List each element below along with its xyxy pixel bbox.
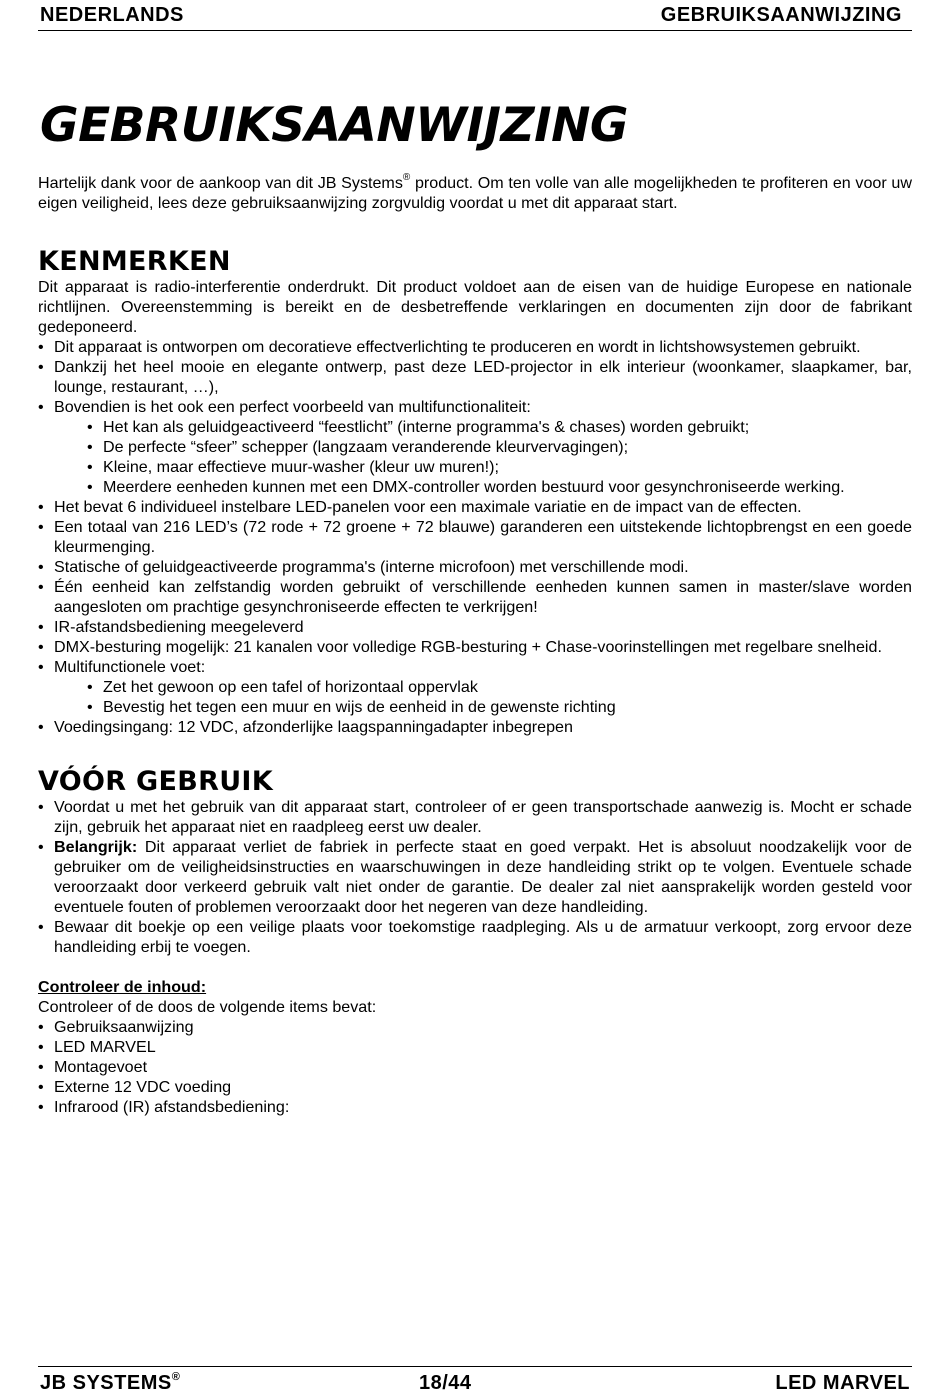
list-item bbox=[38, 637, 912, 657]
registered-mark: ® bbox=[402, 172, 411, 183]
list-item-text: Infrarood (IR) afstandsbediening: bbox=[54, 1098, 290, 1116]
list-item-text: Voedingsingang: 12 VDC, afzonderlijke laagspanningadapter inbegrepen bbox=[54, 718, 573, 736]
bullet-icon: • bbox=[87, 458, 93, 476]
bullet-icon: • bbox=[38, 1018, 44, 1036]
bullet-icon: • bbox=[38, 718, 44, 736]
bullet-icon: • bbox=[38, 638, 44, 656]
contents-list bbox=[38, 1017, 912, 1117]
sub-list-item bbox=[87, 417, 912, 437]
list-item-text: Kleine, maar effectieve muur-washer (kleur uw muren!); bbox=[103, 458, 499, 476]
page-header bbox=[38, 2, 912, 31]
contents-check-title: Controleer de inhoud: bbox=[38, 978, 207, 996]
multifunction-sublist bbox=[87, 417, 912, 497]
bullet-icon: • bbox=[38, 1058, 44, 1076]
footer-registered-mark: ® bbox=[171, 1371, 181, 1383]
list-item bbox=[38, 1077, 912, 1097]
bullet-icon: • bbox=[38, 658, 44, 676]
list-item bbox=[38, 497, 912, 517]
list-item-text: Één eenheid kan zelfstandig worden gebruikt of verschillende eenheden kunnen samen in master/slave worden aangesloten om prachtige gesynchroniseerde effecten te verkrijgen! bbox=[54, 578, 912, 616]
list-item bbox=[38, 517, 912, 557]
list-item bbox=[38, 717, 912, 737]
sub-list-item bbox=[87, 677, 912, 697]
section-heading-voor-gebruik: VÓÓR GEBRUIK bbox=[38, 766, 273, 797]
section-heading-kenmerken: KENMERKEN bbox=[38, 246, 231, 277]
bullet-icon: • bbox=[38, 1038, 44, 1056]
list-item-text: Dit apparaat is ontworpen om decoratieve effectverlichting te produceren en wordt in lichtshowsystemen gebruikt. bbox=[54, 338, 861, 356]
kenmerken-paragraph: Dit apparaat is radio-interferentie onderdrukt. Dit product voldoet aan de eisen van de huidige Europese en nationale richtlijnen. Overeenstemming is bereikt en de desbetreffende verklaringen en documenten zijn door de fabrikant gedeponeerd. bbox=[38, 278, 912, 336]
footer-product-name: LED MARVEL bbox=[775, 1372, 910, 1394]
page-footer bbox=[38, 1366, 912, 1397]
list-item bbox=[38, 397, 912, 417]
list-item bbox=[38, 1097, 912, 1117]
kenmerken-list-continued bbox=[38, 497, 912, 677]
list-item-text: IR-afstandsbediening meegeleverd bbox=[54, 618, 304, 636]
kenmerken-list bbox=[38, 337, 912, 417]
bullet-icon: • bbox=[87, 478, 93, 496]
list-item-text: Montagevoet bbox=[54, 1058, 148, 1076]
bullet-icon: • bbox=[38, 338, 44, 356]
list-item-text: Multifunctionele voet: bbox=[54, 658, 206, 676]
bullet-icon: • bbox=[87, 438, 93, 456]
bullet-icon: • bbox=[38, 578, 44, 596]
list-item bbox=[38, 917, 912, 957]
page-number: 18/44 bbox=[419, 1372, 472, 1394]
list-item bbox=[38, 337, 912, 357]
voor-gebruik-list bbox=[38, 797, 912, 957]
bullet-icon: • bbox=[87, 698, 93, 716]
footer-brand bbox=[40, 1372, 180, 1395]
bullet-icon: • bbox=[38, 1078, 44, 1096]
list-item-text: Meerdere eenheden kunnen met een DMX-controller worden bestuurd voor gesynchroniseerde werking. bbox=[103, 478, 845, 496]
list-item-text: Een totaal van 216 LED’s (72 rode + 72 groene + 72 blauwe) garanderen een uitstekende lichtopbrengst en een goede kleurmenging. bbox=[54, 518, 912, 556]
bullet-icon: • bbox=[38, 518, 44, 536]
bullet-icon: • bbox=[38, 798, 44, 816]
list-item bbox=[38, 797, 912, 837]
sub-list-item bbox=[87, 437, 912, 457]
list-item bbox=[38, 837, 912, 917]
document-body bbox=[38, 173, 912, 1117]
bullet-icon: • bbox=[38, 918, 44, 936]
sub-list-item bbox=[87, 457, 912, 477]
bullet-icon: • bbox=[38, 558, 44, 576]
list-item bbox=[38, 1057, 912, 1077]
list-item-text: Dankzij het heel mooie en elegante ontwerp, past deze LED-projector in elk interieur (woonkamer, slaapkamer, bar, lounge, restaurant, …), bbox=[54, 358, 912, 396]
sub-list-item bbox=[87, 477, 912, 497]
bullet-icon: • bbox=[38, 618, 44, 636]
contents-check-intro: Controleer of de doos de volgende items bevat: bbox=[38, 998, 377, 1016]
bullet-icon: • bbox=[87, 678, 93, 696]
list-item-text: Gebruiksaanwijzing bbox=[54, 1018, 194, 1036]
intro-text-after: product. Om ten volle van alle mogelijkheden te profiteren en voor uw eigen veiligheid, lees deze gebruiksaanwijzing zorgvuldig voordat u met dit apparaat start. bbox=[38, 174, 912, 212]
header-section: GEBRUIKSAANWIJZING bbox=[660, 4, 902, 26]
list-item-text: Zet het gewoon op een tafel of horizontaal oppervlak bbox=[103, 678, 478, 696]
list-item-text: Statische of geluidgeactiveerde programma's (interne microfoon) met verschillende modi. bbox=[54, 558, 689, 576]
list-item bbox=[38, 357, 912, 397]
list-item bbox=[38, 1017, 912, 1037]
list-item-text: Bovendien is het ook een perfect voorbeeld van multifunctionaliteit: bbox=[54, 398, 531, 416]
bullet-icon: • bbox=[38, 498, 44, 516]
list-item bbox=[38, 557, 912, 577]
list-item-text: LED MARVEL bbox=[54, 1038, 156, 1056]
list-item-text: Voordat u met het gebruik van dit apparaat start, controleer of er geen transportschade aanwezig is. Mocht er schade zijn, gebruik het apparaat niet en raadpleeg eerst uw dealer. bbox=[54, 798, 912, 836]
list-item-text: DMX-besturing mogelijk: 21 kanalen voor volledige RGB-besturing + Chase-voorinstellingen met regelbare snelheid. bbox=[54, 638, 882, 656]
important-label: Belangrijk: bbox=[54, 838, 138, 856]
list-item-text: Dit apparaat verliet de fabriek in perfecte staat en goed verpakt. Het is absoluut noodzakelijk voor de gebruiker om de veiligheidsinstructies en waarschuwingen in deze handleiding strikt op te volgen. Eventuele schade veroorzaakt door verkeerd gebruik valt niet onder de garantie. De dealer zal niet aansprakelijk worden gesteld voor eventuele fouten of problemen veroorzaakt door het negeren van deze handleiding. bbox=[54, 838, 912, 916]
bullet-icon: • bbox=[38, 838, 44, 856]
list-item-text: Bevestig het tegen een muur en wijs de eenheid in de gewenste richting bbox=[103, 698, 616, 716]
list-item-text: De perfecte “sfeer” schepper (langzaam veranderende kleurvervagingen); bbox=[103, 438, 629, 456]
manual-page bbox=[38, 0, 912, 1397]
sub-list-item bbox=[87, 697, 912, 717]
list-item-text: Bewaar dit boekje op een veilige plaats voor toekomstige raadpleging. Als u de armatuur verkoopt, zorg ervoor deze handleiding erbij te voegen. bbox=[54, 918, 912, 956]
list-item bbox=[38, 1037, 912, 1057]
bullet-icon: • bbox=[38, 1098, 44, 1116]
voet-sublist bbox=[87, 677, 912, 717]
document-title: GEBRUIKSAANWIJZING bbox=[40, 98, 629, 153]
bullet-icon: • bbox=[38, 398, 44, 416]
list-item-text: Het kan als geluidgeactiveerd “feestlicht” (interne programma's & chases) worden gebruikt; bbox=[103, 418, 750, 436]
intro-text-before: Hartelijk dank voor de aankoop van dit JB Systems bbox=[38, 174, 403, 192]
list-item-text: Het bevat 6 individueel instelbare LED-panelen voor een maximale variatie en de impact van de effecten. bbox=[54, 498, 802, 516]
bullet-icon: • bbox=[38, 358, 44, 376]
bullet-icon: • bbox=[87, 418, 93, 436]
list-item bbox=[38, 577, 912, 617]
kenmerken-list-end bbox=[38, 717, 912, 737]
list-item bbox=[38, 657, 912, 677]
intro-paragraph bbox=[38, 173, 912, 213]
list-item bbox=[38, 617, 912, 637]
list-item-text: Externe 12 VDC voeding bbox=[54, 1078, 232, 1096]
footer-brand-text: JB SYSTEMS bbox=[40, 1372, 172, 1394]
header-language: NEDERLANDS bbox=[40, 4, 184, 26]
